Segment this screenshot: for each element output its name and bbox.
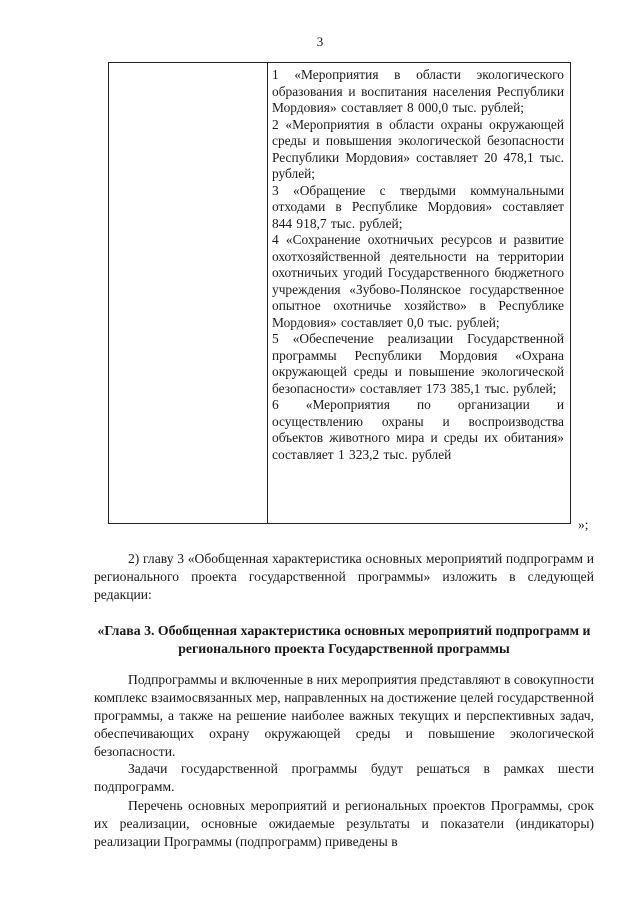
body-paragraph-2-text: Задачи государственной программы будут решаться в рамках шести подпрограмм. [94,761,594,794]
body-paragraph-3 [94,797,594,851]
body-paragraph-3-text: Перечень основных мероприятий и региональных проектов Программы, срок их реализации, основные ожидаемые результаты и показатели (индикаторы) реализации Программы (подпрограмм) приведены в [94,798,594,849]
table-closing-quote: »; [578,517,589,532]
amendment-intro-text: 2) главу 3 «Обобщенная характеристика основных мероприятий подпрограмм и регионального проекта государственной программы» изложить в следующей редакции: [94,551,594,602]
subprogram-item-6: 6 «Мероприятия по организации и осуществлению охраны и воспроизводства объектов животного мира и среды их обитания» составляет 1 323,2 тыс. рублей [272,397,564,462]
subprogram-item-5: 5 «Обеспечение реализации Государственной программы Республики Мордовия «Охрана окружающей среды и повышение экологической безопасности» составляет 173 385,1 тыс. рублей; [272,331,564,396]
subprogram-item-2: 2 «Мероприятия в области охраны окружающей среды и повышения экологической безопасности Республики Мордовия» составляет 20 478,1 тыс. рублей; [272,116,564,181]
page-number: 3 [316,34,324,49]
amendment-intro [94,550,594,604]
chapter-heading: «Глава 3. Обобщенная характеристика основных мероприятий подпрограмм и регионального проекта Государственной программы [97,623,591,656]
subprogram-item-1: 1 «Мероприятия в области экологического образования и воспитания населения Республики Мордовия» составляет 8 000,0 тыс. рублей; [272,67,564,115]
table-cell-subprograms [272,67,564,463]
table-column-divider [267,63,268,523]
body-paragraph-1-text: Подпрограммы и включенные в них мероприятия представляют в совокупности комплекс взаимосвязанных мер, направленных на достижение целей государственной программы, а также на решение наиболее важных текущих и перспективных задач, обеспечивающих охрану окружающей среды и повышение экологической безопасности. [94,672,594,759]
funding-table [108,62,571,524]
subprogram-item-3: 3 «Обращение с твердыми коммунальными отходами в Республике Мордовия» составляет 844 918,7 тыс. рублей; [272,182,564,231]
body-paragraph-2 [94,760,594,796]
body-paragraph-1 [94,671,594,761]
subprogram-item-4: 4 «Сохранение охотничьих ресурсов и развитие охотхозяйственной деятельности на территории охотничьих угодий Государственного бюджетного учреждения «Зубово-Полянское государственное опытное охотничье хозяйство» в Республике Мордовия» составляет 0,0 тыс. рублей; [272,232,564,330]
